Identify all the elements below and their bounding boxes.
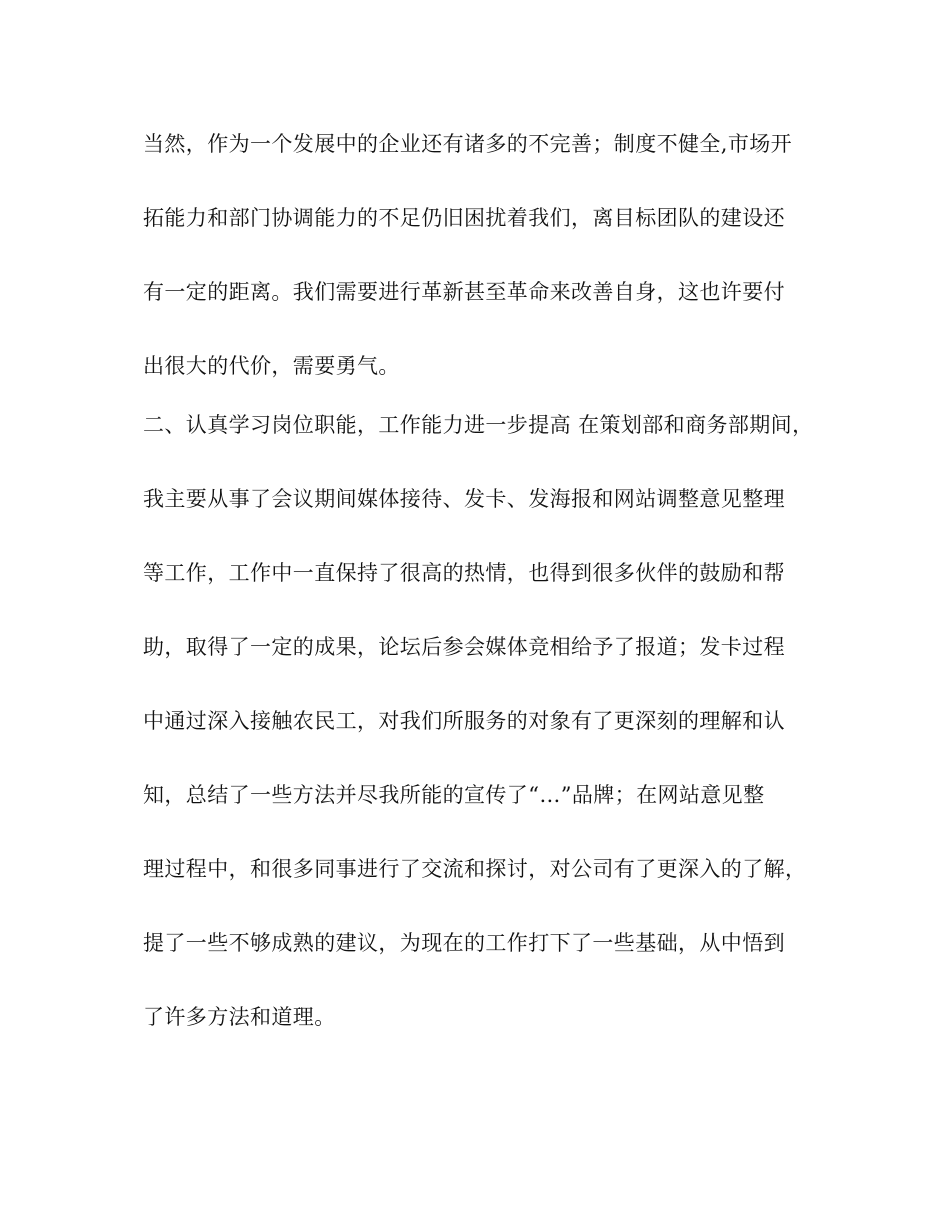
paragraph-line: 知，总结了一些方法并尽我所能的宣传了“…”品牌；在网站意见整 — [143, 783, 765, 807]
paragraph-line: 我主要从事了会议期间媒体接待、发卡、发海报和网站调整意见整理 — [143, 487, 785, 511]
paragraph-line: 有一定的距离。我们需要进行革新甚至革命来改善自身，这也许要付 — [143, 280, 785, 304]
paragraph-line: 提了一些不够成熟的建议，为现在的工作打下了一些基础，从中悟到 — [143, 931, 785, 955]
paragraph-line: 当然，作为一个发展中的企业还有诸多的不完善；制度不健全,市场开 — [143, 132, 793, 156]
paragraph-line: 等工作，工作中一直保持了很高的热情，也得到很多伙伴的鼓励和帮 — [143, 561, 785, 585]
section-heading-line: 二、认真学习岗位职能，工作能力进一步提高 在策划部和商务部期间， — [143, 413, 814, 437]
paragraph-line: 中通过深入接触农民工，对我们所服务的对象有了更深刻的理解和认 — [143, 709, 785, 733]
paragraph-line: 拓能力和部门协调能力的不足仍旧困扰着我们，离目标团队的建设还 — [143, 206, 785, 230]
paragraph-line: 理过程中，和很多同事进行了交流和探讨，对公司有了更深入的了解， — [143, 857, 807, 881]
paragraph-line: 出很大的代价，需要勇气。 — [143, 354, 400, 378]
paragraph-line: 了许多方法和道理。 — [143, 1005, 336, 1029]
paragraph-line: 助，取得了一定的成果，论坛后参会媒体竞相给予了报道；发卡过程 — [143, 635, 785, 659]
